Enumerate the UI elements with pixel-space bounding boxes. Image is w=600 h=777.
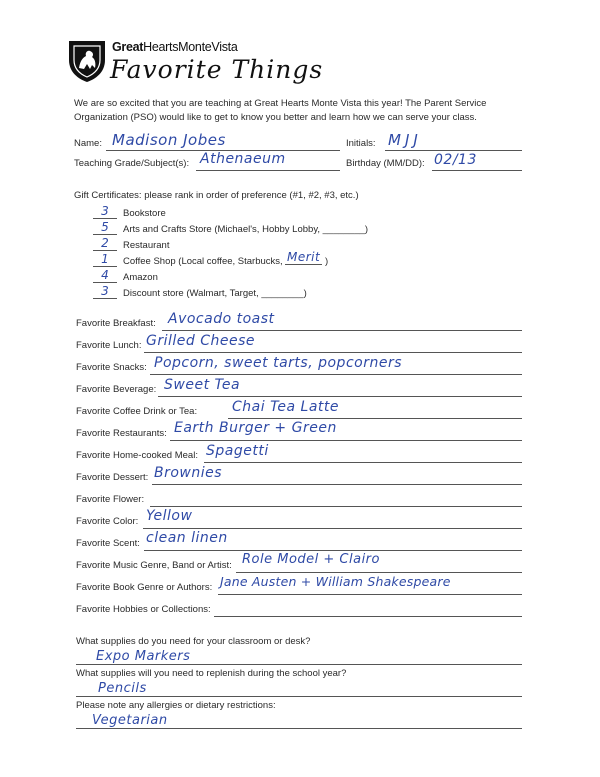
gift-label: Coffee Shop (Local coffee, Starbucks, [123, 256, 283, 267]
favorite-line [236, 572, 522, 573]
coffee-shop-value[interactable]: Merit [287, 250, 321, 264]
question-label: What supplies do you need for your classroom or desk? [76, 636, 311, 647]
favorite-label: Favorite Flower: [76, 494, 145, 505]
favorite-line [228, 418, 522, 419]
gift-label: Amazon [123, 272, 158, 283]
favorite-line [152, 484, 522, 485]
name-value[interactable]: Madison Jobes [112, 131, 226, 149]
favorite-label: Favorite Lunch: [76, 340, 142, 351]
favorite-line [158, 396, 522, 397]
favorite-value[interactable]: Yellow [146, 508, 193, 524]
favorite-value[interactable]: Grilled Cheese [146, 333, 256, 349]
favorite-value[interactable]: Role Model + Clairo [242, 552, 380, 567]
favorite-label: Favorite Coffee Drink or Tea: [76, 406, 198, 417]
gift-rank[interactable]: 3 [93, 285, 117, 299]
question-line [76, 664, 522, 665]
initials-value[interactable]: MJJ [388, 131, 422, 149]
favorite-label: Favorite Home-cooked Meal: [76, 450, 198, 461]
question-answer[interactable]: Pencils [98, 681, 147, 696]
question-answer[interactable]: Expo Markers [96, 649, 191, 664]
grade-label: Teaching Grade/Subject(s): [74, 158, 190, 169]
favorite-line [162, 330, 522, 331]
initials-line [385, 150, 522, 151]
grade-value[interactable]: Athenaeum [200, 151, 286, 167]
favorite-label: Favorite Music Genre, Band or Artist: [76, 560, 232, 571]
favorite-line [214, 616, 522, 617]
favorite-label: Favorite Hobbies or Collections: [76, 604, 211, 615]
coffee-shop-suffix: ) [325, 256, 329, 267]
gift-label: Restaurant [123, 240, 170, 251]
favorite-value[interactable]: Popcorn, sweet tarts, popcorners [154, 355, 402, 371]
favorite-line [144, 550, 522, 551]
favorite-line [143, 528, 522, 529]
name-label: Name: [74, 138, 102, 149]
question-line [76, 728, 522, 729]
question-line [76, 696, 522, 697]
favorite-value[interactable]: Jane Austen + William Shakespeare [220, 574, 451, 589]
question-label: What supplies will you need to replenish during the school year? [76, 668, 347, 679]
favorite-value[interactable]: Spagetti [206, 443, 269, 459]
favorite-value[interactable]: clean linen [146, 530, 228, 546]
favorite-value[interactable]: Earth Burger + Green [174, 420, 337, 436]
favorite-value[interactable]: Sweet Tea [164, 377, 241, 393]
gift-label: Arts and Crafts Store (Michael's, Hobby Lobby, ________) [123, 224, 369, 235]
initials-label: Initials: [346, 138, 376, 149]
birthday-line [432, 170, 522, 171]
favorite-label: Favorite Book Genre or Authors: [76, 582, 213, 593]
favorite-label: Favorite Color: [76, 516, 139, 527]
favorite-line [150, 506, 522, 507]
favorite-value[interactable]: Brownies [154, 465, 223, 481]
favorite-line [204, 462, 522, 463]
favorite-value[interactable]: Avocado toast [168, 311, 275, 327]
crest-logo-icon [66, 38, 108, 84]
gift-rank[interactable]: 4 [93, 269, 117, 283]
favorite-label: Favorite Beverage: [76, 384, 157, 395]
birthday-label: Birthday (MM/DD): [346, 158, 425, 169]
gift-label: Discount store (Walmart, Target, ________) [123, 288, 307, 299]
gift-heading: Gift Certificates: please rank in order of preference (#1, #2, #3, etc.) [74, 190, 359, 201]
intro-text: We are so excited that you are teaching at Great Hearts Monte Vista this year! The Parent Service Organization (PSO) would like to get to know you better and learn how we can serve your class. [74, 98, 487, 123]
gift-rank[interactable]: 1 [93, 253, 117, 267]
question-answer[interactable]: Vegetarian [92, 713, 168, 728]
favorite-label: Favorite Snacks: [76, 362, 147, 373]
question-label: Please note any allergies or dietary restrictions: [76, 700, 276, 711]
favorite-label: Favorite Restaurants: [76, 428, 167, 439]
favorite-line [218, 594, 522, 595]
grade-line [196, 170, 340, 171]
favorite-label: Favorite Scent: [76, 538, 140, 549]
favorite-line [150, 374, 522, 375]
favorite-line [170, 440, 522, 441]
favorite-label: Favorite Breakfast: [76, 318, 156, 329]
gift-rank[interactable]: 3 [93, 205, 117, 219]
favorite-line [144, 352, 522, 353]
brand-name: GreatHeartsMonteVista [112, 40, 238, 54]
gift-label: Bookstore [123, 208, 166, 219]
gift-rank[interactable]: 5 [93, 221, 117, 235]
birthday-value[interactable]: 02/13 [434, 152, 477, 168]
gift-rank[interactable]: 2 [93, 237, 117, 251]
favorite-value[interactable]: Chai Tea Latte [232, 399, 340, 415]
favorite-label: Favorite Dessert: [76, 472, 149, 483]
form-title: Favorite Things [110, 55, 324, 84]
